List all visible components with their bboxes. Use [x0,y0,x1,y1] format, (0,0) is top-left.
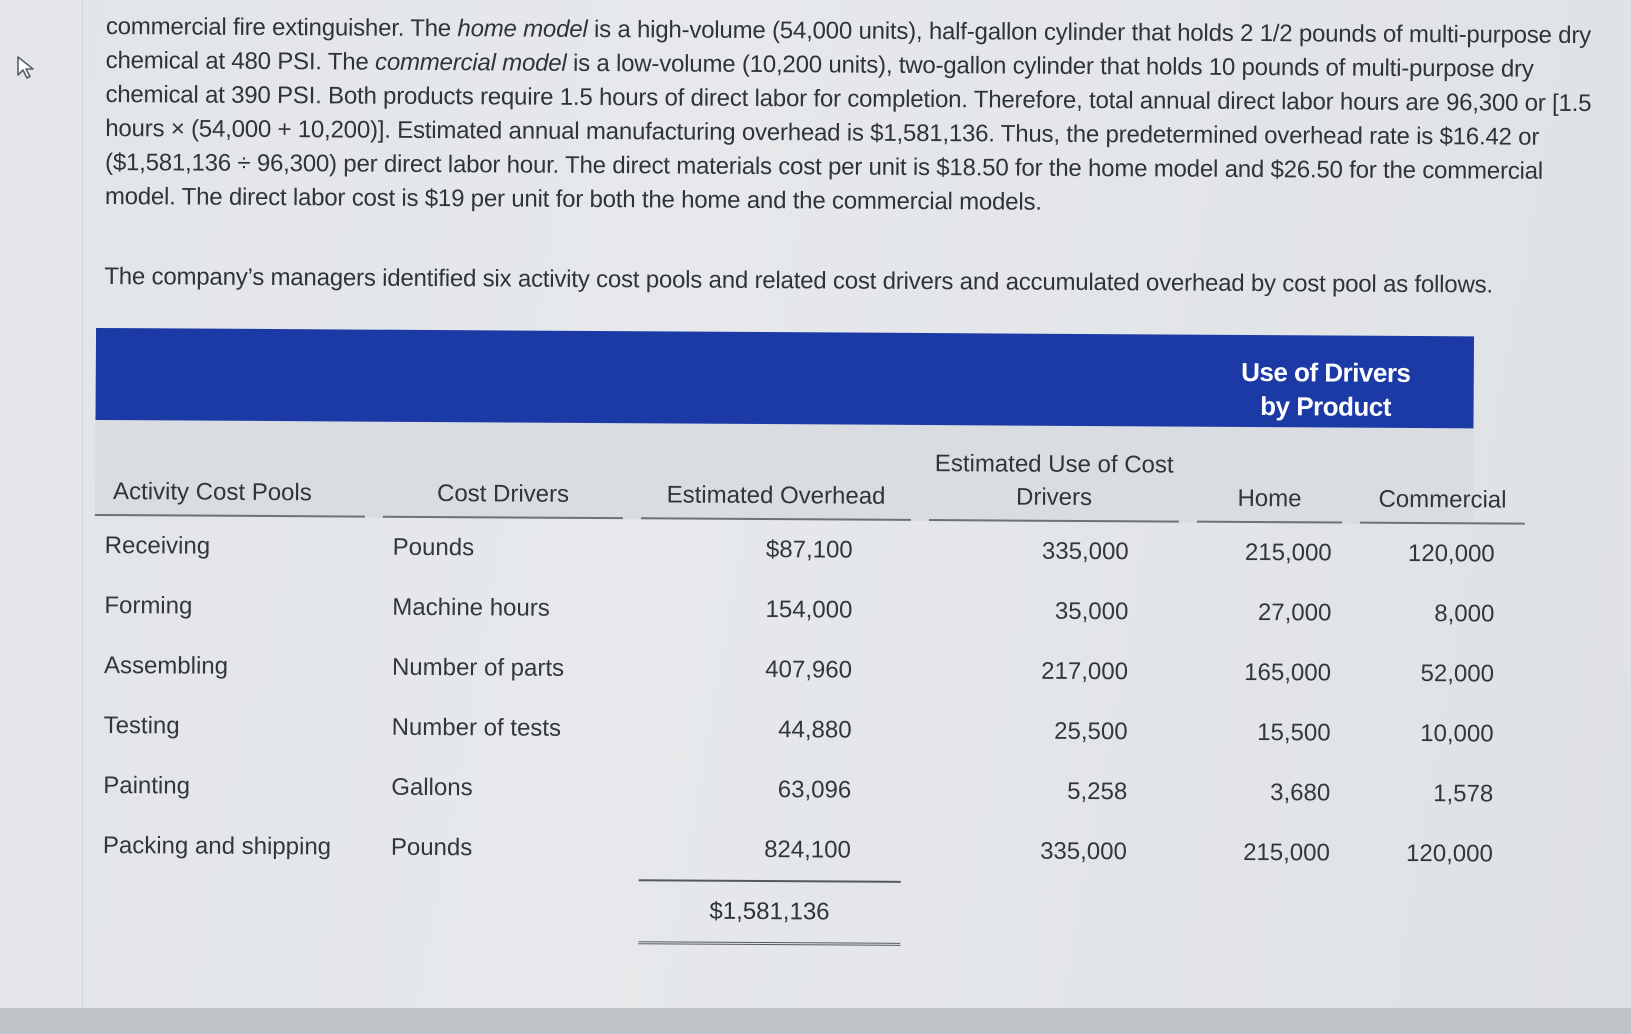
column-header: Cost Drivers [383,477,623,519]
table-row [95,516,1495,584]
use-of-drivers-header: Use of Drivers by Product [1241,356,1411,422]
left-gutter [0,0,83,1034]
use-cell: 35,000 [1054,597,1129,626]
use-cell: 5,258 [1067,777,1128,806]
commercial-cell: 120,000 [1407,539,1495,568]
home-cell: 215,000 [1243,838,1330,867]
column-header: Home [1197,482,1342,524]
total-row [92,876,1470,946]
commercial-model-term: commercial model [374,48,567,77]
driver-cell: Gallons [391,773,473,802]
paragraph-text-2: is a high-volume (54,000 units), half-gallon cylinder that holds 2 1/2 pounds of multi-purpose dry chemical at 480 PSI. The [105,15,1592,76]
commercial-cell: 52,000 [1420,660,1495,688]
pool-cell: Painting [103,771,191,800]
pool-cell: Testing [103,711,180,740]
use-cell: 335,000 [1040,837,1127,866]
table-header-band [95,328,1474,428]
activity-cost-table [92,328,1507,946]
driver-cell: Pounds [390,833,473,862]
mouse-pointer-icon [16,55,38,81]
overhead-cell: $87,100 [765,536,853,564]
document-content [100,10,1596,947]
commercial-cell: 120,000 [1406,839,1493,868]
table-row [93,696,1494,764]
pool-cell: Receiving [104,532,211,560]
driver-cell: Number of tests [391,713,562,742]
paragraph-text-1: commercial fire extinguisher. The [105,12,458,43]
pool-cell: Assembling [103,652,229,680]
use-cell: 217,000 [1041,657,1129,686]
total-overhead-cell: $1,581,136 [638,879,900,946]
home-cell: 3,680 [1270,779,1331,807]
column-header: Estimated Overhead [641,478,911,521]
driver-cell: Machine hours [392,593,550,622]
home-cell: 165,000 [1244,658,1332,687]
screen-bottom-edge [0,1008,1631,1034]
intro-sentence: The company’s managers identified six activity cost pools and related cost drivers and accumulated overhead by cost pool as follows. [104,262,1493,299]
paragraph-text-3: is a low-volume (10,200 units), two-gallon cylinder that holds 10 pounds of multi-purpose dry chemical at 390 PSI. Both products require 1.5 hours of direct labor for completion. Therefore, total annual direct labor hours are 96,300 or [1.5 hours × (54,000 + 10,200)]. Estimated annual manufacturing overhead is $1,581,136. Thus, the predetermined overhead rate is $16.42 or ($1,581,136 ÷ 96,300) per direct labor hour. The direct materials cost per unit is $18.50 for the home model and $26.50 for the commercial model. The direct labor cost is $19 per unit for both the home and the commercial models. [104,49,1592,216]
table-row [93,756,1494,824]
use-cell: 25,500 [1054,717,1128,746]
overhead-cell: 63,096 [777,776,852,804]
column-header: Activity Cost Pools [95,475,365,518]
table-row [93,816,1493,884]
driver-cell: Pounds [392,533,475,562]
home-cell: 15,500 [1257,719,1331,747]
commercial-cell: 8,000 [1434,600,1495,628]
pool-cell: Forming [104,592,193,620]
column-header: Commercial [1360,483,1525,525]
commercial-cell: 1,578 [1433,780,1494,808]
table-row [94,636,1495,704]
overhead-cell: 824,100 [764,836,851,864]
driver-cell: Number of parts [391,653,565,682]
commercial-cell: 10,000 [1420,720,1494,748]
home-model-term: home model [457,15,588,43]
home-cell: 27,000 [1257,599,1332,627]
column-header-row [95,420,1507,524]
table-row [94,576,1495,644]
overhead-cell: 44,880 [778,716,852,744]
use-cell: 335,000 [1041,537,1129,566]
pool-cell: Packing and shipping [102,831,332,861]
problem-paragraph [105,10,1596,223]
column-header: Estimated Use of Cost Drivers [929,447,1179,523]
home-cell: 215,000 [1244,538,1332,567]
overhead-cell: 154,000 [765,596,853,624]
overhead-cell: 407,960 [765,656,853,684]
